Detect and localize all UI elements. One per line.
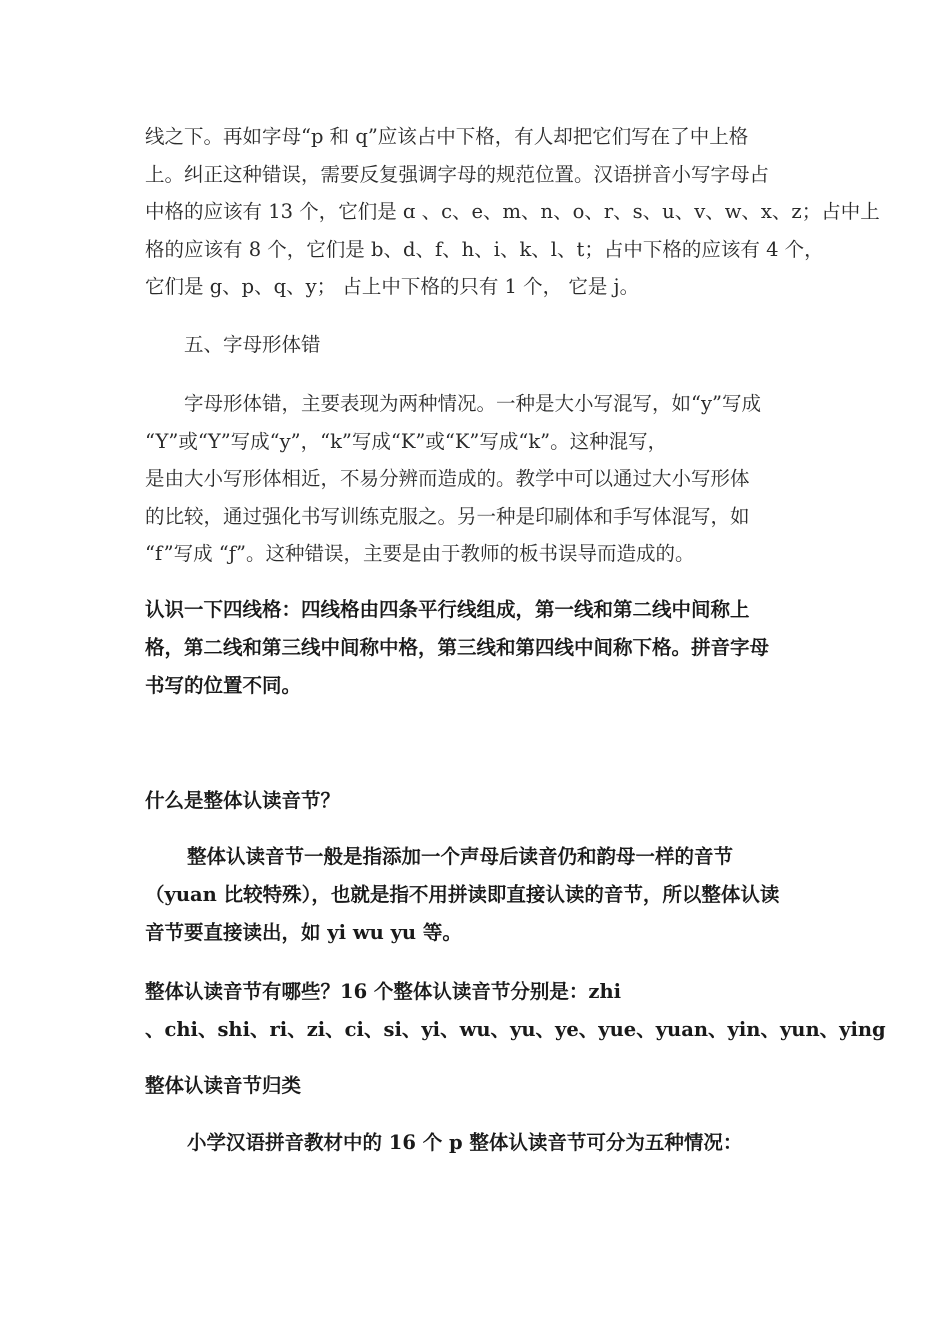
text-line: 中格的应该有 13 个，它们是 ɑ 、c、e、m、n、o、r、s、u、v、w、x、z；占中上 — [145, 200, 880, 223]
text-line: 字母形体错，主要表现为两种情况。一种是大小写混写，如“y”写成 — [184, 392, 761, 415]
text-line: 认识一下四线格：四线格由四条平行线组成，第一线和第二线中间称上 — [145, 598, 750, 621]
text-line: 它们是 g、p、q、y； 占上中下格的只有 1 个， 它是 j。 — [145, 275, 640, 298]
paragraph-four-line-grid — [145, 591, 825, 705]
paragraph-whole-syllables-definition — [145, 838, 825, 952]
text-line: 书写的位置不同。 — [145, 674, 302, 697]
paragraph-classification-intro — [145, 1124, 825, 1162]
text-line: 整体认读音节一般是指添加一个声母后读音仍和韵母一样的音节 — [187, 845, 734, 868]
section-heading-letter-form-errors: 五、字母形体错 — [184, 333, 321, 356]
paragraph-letter-form-errors — [145, 385, 825, 573]
classification-heading: 整体认读音节归类 — [145, 1074, 302, 1097]
text-line: 格的应该有 8 个，它们是 b、d、f、h、i、k、l、t；占中下格的应该有 4 个， — [145, 237, 824, 261]
text-line: “f”写成 “ƒ”。这种错误，主要是由于教师的板书误导而造成的。 — [145, 542, 695, 565]
text-line: 、chi、shi、ri、zi、ci、si、yi、wu、yu、ye、yue、yuan、yin、yun、ying — [145, 1018, 886, 1041]
text-line: 的比较，通过强化书写训练克服之。另一种是印刷体和手写体混写，如 — [145, 504, 750, 528]
text-line: 格，第二线和第三线中间称中格，第三线和第四线中间称下格。拼音字母 — [145, 636, 770, 659]
paragraph-letter-positions — [145, 118, 880, 306]
text-line: 上。纠正这种错误，需要反复强调字母的规范位置。汉语拼音小写字母占 — [145, 162, 770, 186]
text-line: 是由大小写形体相近，不易分辨而造成的。教学中可以通过大小写形体 — [145, 467, 750, 490]
paragraph-whole-syllables-list — [145, 973, 886, 1049]
text-line: 整体认读音节有哪些？16 个整体认读音节分别是：zhi — [145, 980, 622, 1003]
text-line: 音节要直接读出，如 yi wu yu 等。 — [145, 921, 462, 944]
text-line: （yuan 比较特殊），也就是指不用拼读即直接认读的音节，所以整体认读 — [145, 883, 780, 906]
question-heading: 什么是整体认读音节？ — [145, 789, 341, 812]
text-line: “Y”或“Y”写成“y”，“k”写成“K”或“K”写成“k”。这种混写， — [145, 429, 668, 453]
text-line: 线之下。再如字母“p 和 q”应该占中下格，有人却把它们写在了中上格 — [145, 125, 749, 148]
text-line: 小学汉语拼音教材中的 16 个 p 整体认读音节可分为五种情况： — [187, 1131, 743, 1154]
